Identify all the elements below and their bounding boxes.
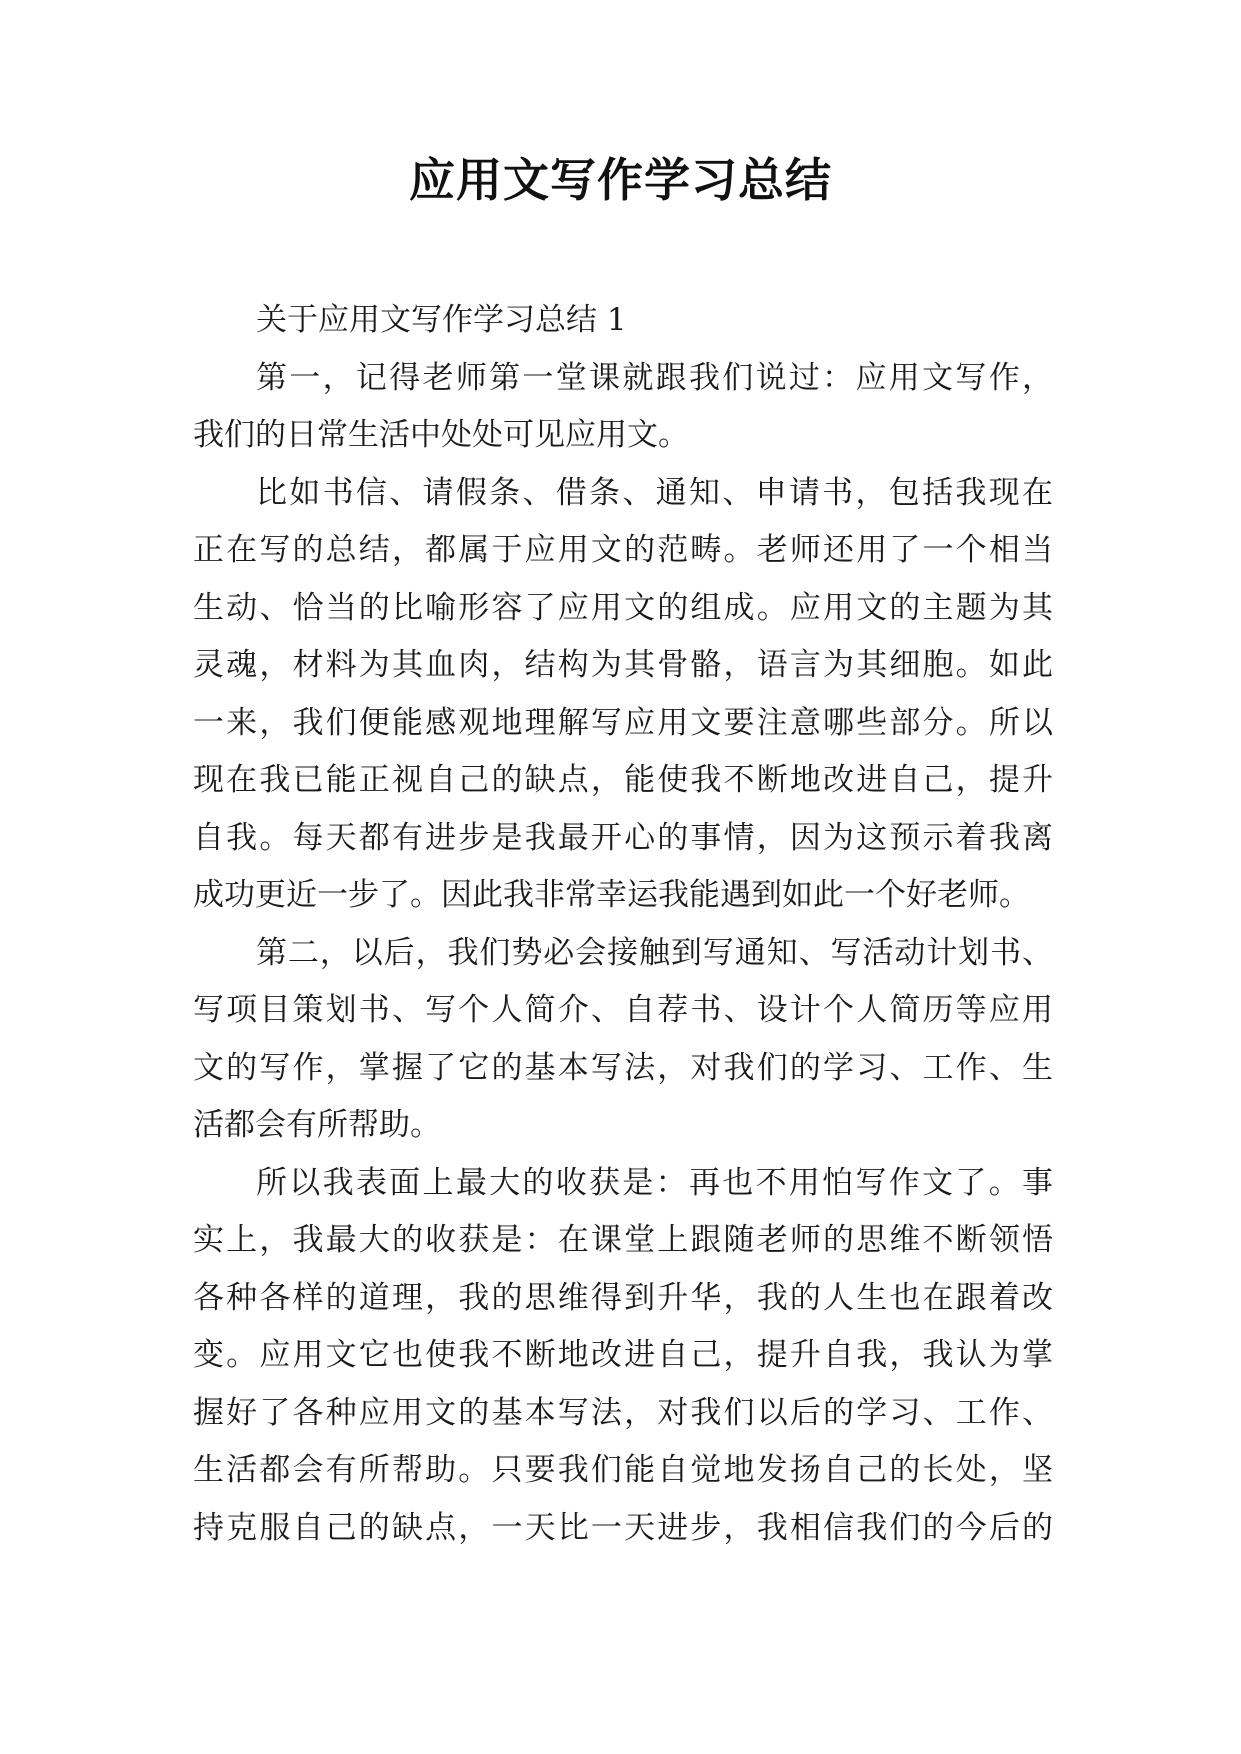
paragraph-line: 文的写作，掌握了它的基本写法，对我们的学习、工作、生 — [193, 1049, 1053, 1086]
paragraph-line: 第二，以后，我们势必会接触到写通知、写活动计划书、 — [256, 934, 1053, 971]
paragraph-line: 所以我表面上最大的收获是：再也不用怕写作文了。事 — [256, 1164, 1053, 1201]
paragraph-line: 灵魂，材料为其血肉，结构为其骨骼，语言为其细胞。如此 — [193, 647, 1053, 683]
paragraph-line: 握好了各种应用文的基本写法，对我们以后的学习、工作、 — [193, 1394, 1053, 1431]
paragraph-line: 正在写的总结，都属于应用文的范畴。老师还用了一个相当 — [193, 532, 1053, 568]
paragraph-line: 持克服自己的缺点，一天比一天进步，我相信我们的今后的 — [193, 1509, 1053, 1546]
document-body — [193, 292, 1053, 1557]
paragraph-line: 活都会有所帮助。 — [193, 1107, 441, 1143]
paragraph-line: 自我。每天都有进步是我最开心的事情，因为这预示着我离 — [193, 819, 1053, 856]
paragraph-line: 成功更近一步了。因此我非常幸运我能遇到如此一个好老师。 — [193, 877, 1030, 913]
paragraph-line: 比如书信、请假条、借条、通知、申请书，包括我现在 — [256, 474, 1053, 511]
paragraph-line: 生活都会有所帮助。只要我们能自觉地发扬自己的长处，坚 — [193, 1452, 1053, 1488]
paragraph-line: 生动、恰当的比喻形容了应用文的组成。应用文的主题为其 — [193, 589, 1053, 626]
document-title: 应用文写作学习总结 — [409, 153, 832, 207]
paragraph-line: 我们的日常生活中处处可见应用文。 — [193, 417, 689, 453]
section-heading: 关于应用文写作学习总结 1 — [256, 302, 627, 338]
paragraph-line: 变。应用文它也使我不断地改进自己，提升自我，我认为掌 — [193, 1337, 1053, 1373]
paragraph-line: 各种各样的道理，我的思维得到升华，我的人生也在跟着改 — [193, 1279, 1053, 1316]
paragraph-line: 第一，记得老师第一堂课就跟我们说过：应用文写作， — [256, 359, 1053, 396]
paragraph-line: 一来，我们便能感观地理解写应用文要注意哪些部分。所以 — [193, 704, 1053, 741]
paragraph-line: 实上，我最大的收获是：在课堂上跟随老师的思维不断领悟 — [193, 1222, 1053, 1258]
paragraph-line: 现在我已能正视自己的缺点，能使我不断地改进自己，提升 — [193, 762, 1053, 798]
paragraph-line: 写项目策划书、写个人简介、自荐书、设计个人简历等应用 — [193, 992, 1053, 1028]
